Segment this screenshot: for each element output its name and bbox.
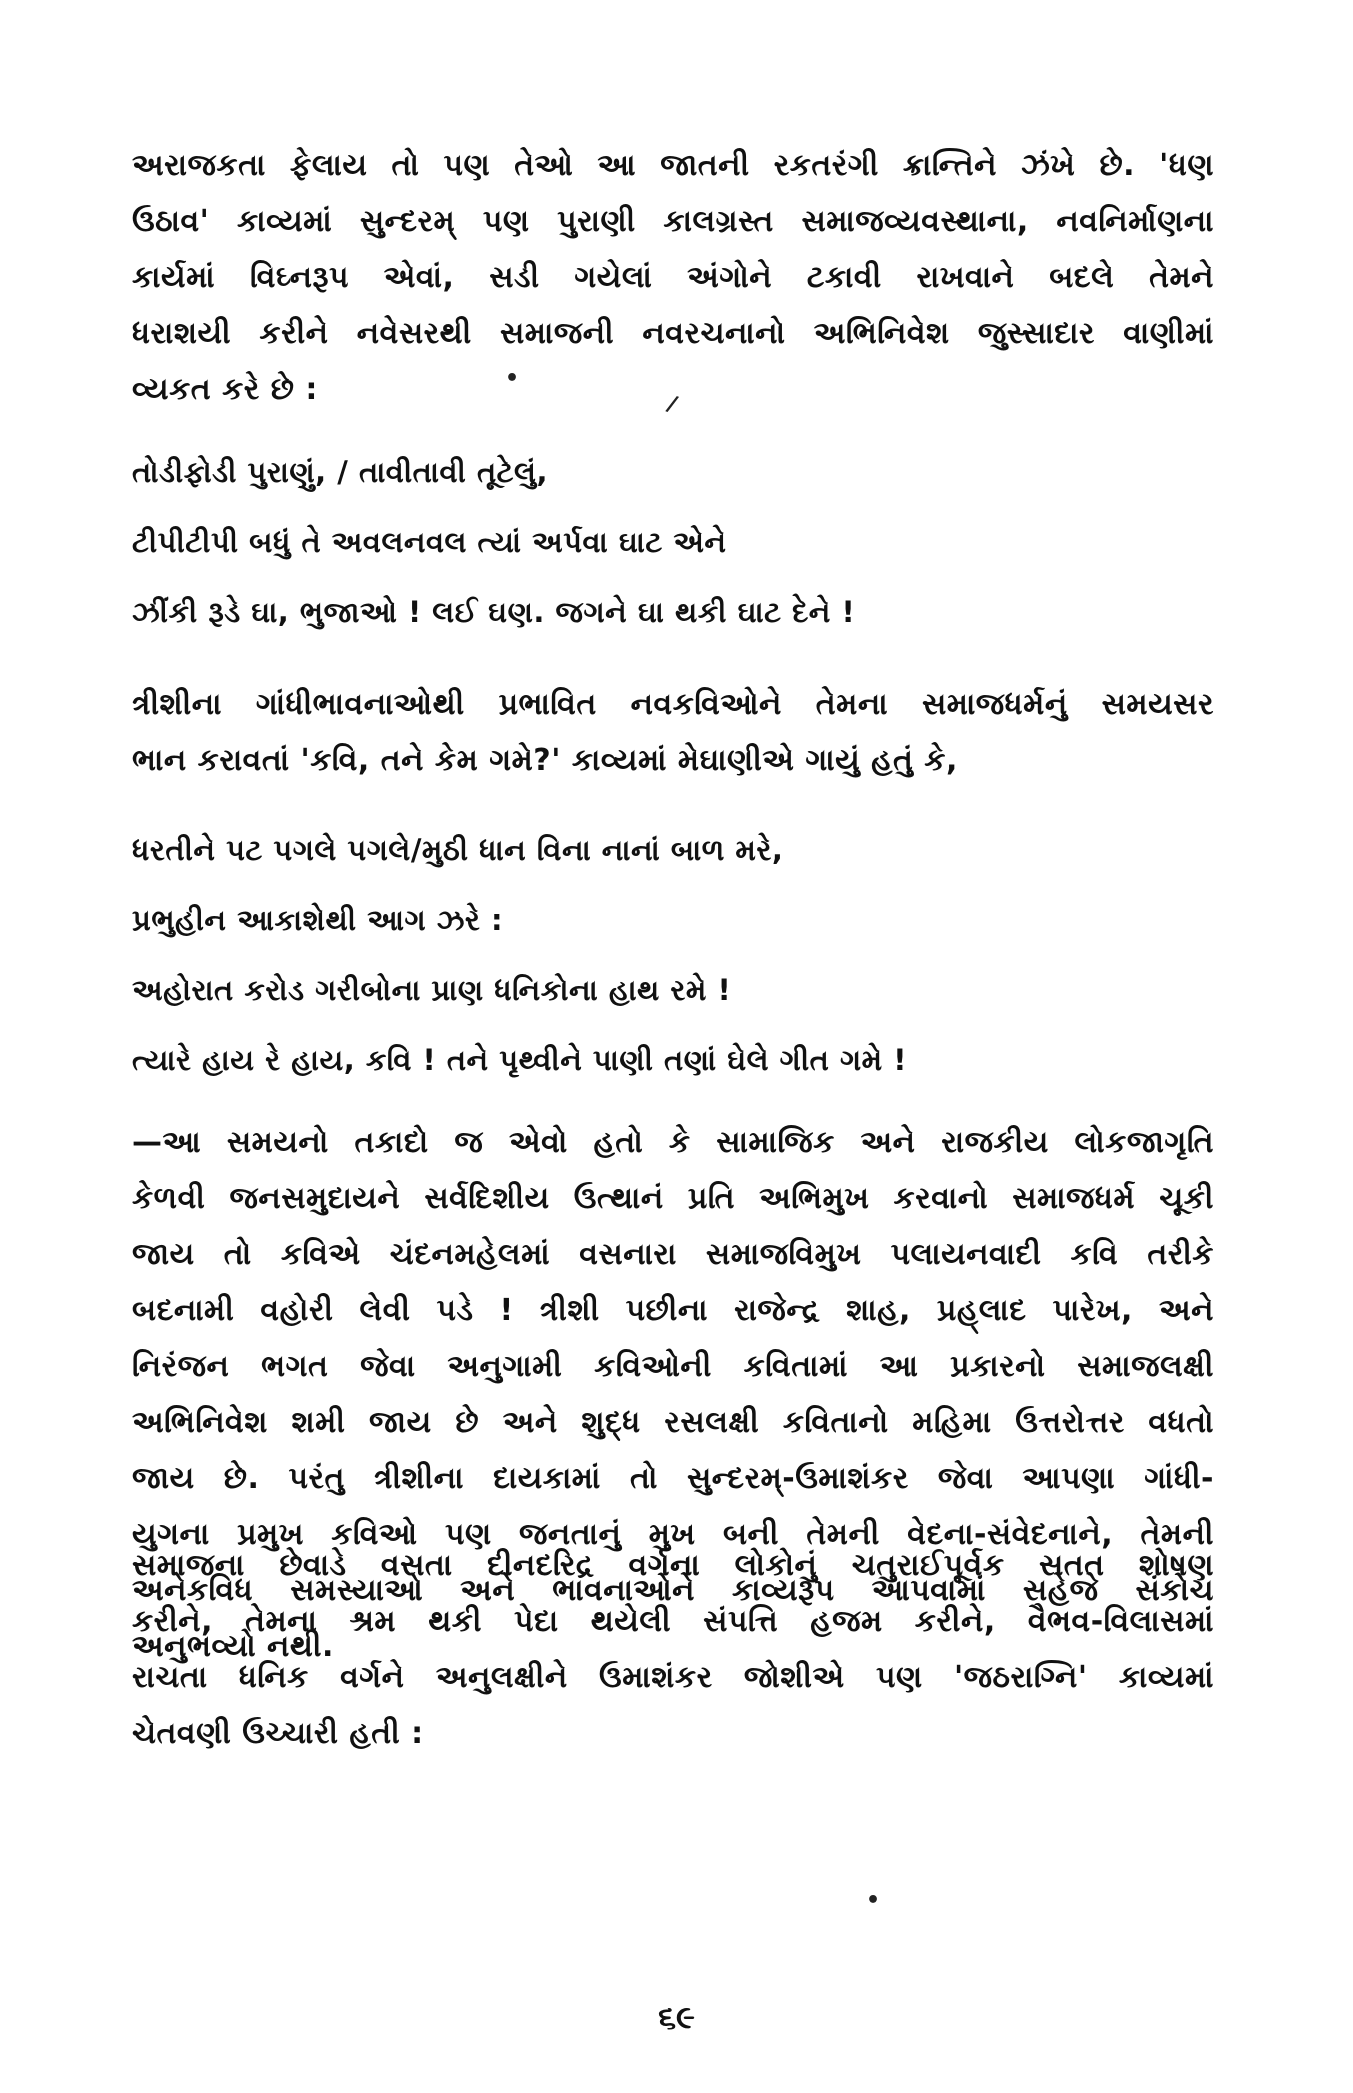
paragraph-2 (132, 677, 1214, 789)
paragraph-line: જાય તો કવિએ ચંદનમહેલમાં વસનારા સમાજવિમુખ પલાયનવાદી કવિ તરીકે (132, 1237, 1214, 1272)
paragraph-line: નિરંજન ભગત જેવા અનુગામી કવિઓની કવિતામાં આ પ્રકારનો સમાજલક્ષી (132, 1349, 1214, 1384)
paragraph-line: જાય છે. પરંતુ ત્રીશીના દાયકામાં તો સુન્દરમ્-ઉમાશંકર જેવા આપણા ગાંધી- (132, 1461, 1214, 1496)
paragraph-line: ચેતવણી ઉચ્ચારી હતી : (132, 1716, 424, 1751)
paragraph-line: ત્રીશીના ગાંધીભાવનાઓથી પ્રભાવિત નવકવિઓને તેમના સમાજધર્મનું સમયસર (132, 687, 1214, 722)
paragraph-line: ભાન કરાવતાં 'કવિ, તને કેમ ગમે?' કાવ્યમાં મેઘાણીએ ગાયું હતું કે, (132, 743, 958, 778)
paragraph-1 (132, 138, 1214, 418)
paragraph-line: વ્યકત કરે છે : (132, 372, 318, 407)
paragraph-line: —આ સમયનો તકાદો જ એવો હતો કે સામાજિક અને રાજકીય લોકજાગૃતિ (132, 1125, 1214, 1160)
poem-line: અહોરાત કરોડ ગરીબોના પ્રાણ ધનિકોના હાથ રમે ! (132, 973, 732, 1007)
paragraph-line: અભિનિવેશ શમી જાય છે અને શુદ્ધ રસલક્ષી કવિતાનો મહિમા ઉત્તરોત્તર વધતો (132, 1405, 1214, 1440)
paragraph-line: કેળવી જનસમુદાયને સર્વદિશીય ઉત્થાનં પ્રતિ અભિમુખ કરવાનો સમાજધર્મ ચૂકી (132, 1181, 1214, 1216)
paragraph-line: સમાજના છેવાડે વસતા દીનદરિદ્ર વર્ગના લોકોનું ચતુરાઈપૂર્વક સતત શોષણ (132, 1548, 1214, 1583)
paragraph-line: અરાજકતા ફેલાય તો પણ તેઓ આ જાતની રકતરંગી ક્રાન્તિને ઝંખે છે. 'ધણ (132, 148, 1214, 183)
paragraph-line: ઉઠાવ' કાવ્યમાં સુન્દરમ્ પણ પુરાણી કાલગ્રસ્ત સમાજવ્યવસ્થાના, નવનિર્માણના (132, 204, 1214, 239)
paragraph-4 (132, 1538, 1214, 1762)
paragraph-line: બદનામી વહોરી લેવી પડે ! ત્રીશી પછીના રાજેન્દ્ર શાહ, પ્રહ્‌લાદ પારેખ, અને (132, 1293, 1214, 1328)
paragraph-line: ધરાશયી કરીને નવેસરથી સમાજની નવરચનાનો અભિનિવેશ જુસ્સાદાર વાણીમાં (132, 316, 1214, 351)
paragraph-line: અનુભવ્યો નથી. (132, 1629, 334, 1664)
poem-1 (132, 437, 1214, 647)
poem-2 (132, 815, 1214, 1095)
poem-line: ઝીંકી રૂડે ઘા, ભુજાઓ ! લઈ ઘણ. જગને ઘા થકી ઘાટ દેને ! (132, 595, 856, 629)
poem-line: તોડીફોડી પુરાણું, / તાવીતાવી તૂટેલું, (132, 455, 548, 489)
paragraph-line: રાચતા ધનિક વર્ગને અનુલક્ષીને ઉમાશંકર જોશીએ પણ 'જઠરાગ્નિ' કાવ્યમાં (132, 1660, 1214, 1695)
paragraph-line: અનેકવિધ સમસ્યાઓ અને ભાવનાઓને કાવ્યરૂપ આપવામાં સહેજે સંકોચ (132, 1573, 1214, 1608)
poem-line: ત્યારે હાય રે હાય, કવિ ! તને પૃથ્વીને પાણી તણાં ઘેલે ગીત ગમે ! (132, 1043, 907, 1077)
stray-slash-mark: / (663, 391, 681, 418)
poem-line: પ્રભુહીન આકાશેથી આગ ઝરે : (132, 903, 504, 937)
paragraph-line: કરીને, તેમના શ્રમ થકી પેદા થયેલી સંપત્તિ હજમ કરીને, વૈભવ-વિલાસમાં (132, 1604, 1214, 1639)
paragraph-line: યુગના પ્રમુખ કવિઓ પણ જનતાનું મુખ બની તેમની વેદના-સંવેદનાને, તેમની (132, 1517, 1214, 1552)
poem-line: ટીપીટીપી બધું તે અવલનવલ ત્યાં અર્પવા ઘાટ એને (132, 525, 727, 559)
paragraph-line: કાર્યમાં વિઘ્નરૂપ એવાં, સડી ગયેલાં અંગોને ટકાવી રાખવાને બદલે તેમને (132, 260, 1214, 295)
stray-dot-mark: • (505, 366, 520, 391)
page-number: ૬૯ (658, 1998, 695, 2036)
stray-dot-mark: • (866, 1888, 881, 1913)
poem-line: ધરતીને પટ પગલે પગલે/મુઠી ધાન વિના નાનાં બાળ મરે, (132, 833, 784, 867)
